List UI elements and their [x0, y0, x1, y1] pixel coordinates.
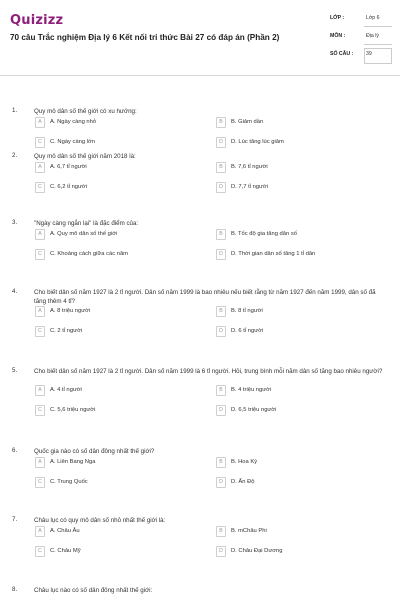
option-letter-box: C: [35, 249, 45, 260]
option-text: D. 6,5 triệu người: [231, 407, 277, 413]
quizizz-logo: Quizizz: [10, 13, 64, 28]
option-letter-box: C: [35, 405, 45, 416]
option-letter-box: A: [35, 385, 45, 396]
question-number: 4.: [12, 288, 18, 295]
option-letter-box: D: [216, 249, 226, 260]
option-text: A. Ngày càng nhỏ: [50, 119, 97, 125]
option-text: C. 5,6 triệu người: [50, 407, 96, 413]
socau-label: SỐ CÂU :: [330, 51, 354, 57]
mon-label: MÔN :: [330, 33, 346, 39]
option-text: B. Giảm dần: [231, 119, 264, 125]
question-number: 3.: [12, 219, 18, 226]
question-text: Châu lục nào có số dân đông nhất thế giới:: [34, 587, 153, 594]
option-text: A. Quy mô dân số thế giới: [50, 231, 118, 237]
option-text: B. 8 tỉ người: [231, 308, 263, 314]
option-letter-box: A: [35, 457, 45, 468]
option-text: A. Liên Bang Nga: [50, 459, 96, 465]
option-text: B. mChâu Phi: [231, 528, 267, 534]
question-text: Quy mô dân số thế giới năm 2018 là:: [34, 153, 136, 160]
option-text: B. Tốc độ gia tăng dân số: [231, 231, 297, 237]
question-text: Cho biết dân số năm 1927 là 2 tỉ người. Dân số năm 1999 là 6 tỉ người. Hỏi, trung bình mỗi năm dân số tăng bao nhiêu người?: [34, 368, 383, 375]
option-text: D. 6 tỉ người: [231, 328, 264, 334]
option-text: A. 6,7 tỉ người: [50, 164, 87, 170]
option-letter-box: B: [216, 117, 226, 128]
option-letter-box: A: [35, 306, 45, 317]
question-number: 8.: [12, 586, 18, 593]
meta-row-lop: [330, 12, 392, 30]
question-text: Quốc gia nào có số dân đông nhất thế giới?: [34, 448, 155, 455]
lop-value: Lớp 6: [366, 15, 380, 21]
option-text: D. Châu Đại Dương: [231, 548, 283, 554]
question-text: Châu lục có quy mô dân số nhỏ nhất thế giới là:: [34, 517, 166, 524]
option-letter-box: A: [35, 526, 45, 537]
option-letter-box: B: [216, 385, 226, 396]
header-divider: [0, 75, 400, 76]
option-letter-box: A: [35, 229, 45, 240]
question-number: 7.: [12, 516, 18, 523]
option-text: C. 6,2 tỉ người: [50, 184, 88, 190]
option-text: B. 4 triệu người: [231, 387, 272, 393]
option-letter-box: B: [216, 457, 226, 468]
option-text: D. Ấn Độ: [231, 479, 255, 485]
option-text: C. Ngày càng lớn: [50, 139, 96, 145]
question-number: 6.: [12, 447, 18, 454]
option-letter-box: D: [216, 477, 226, 488]
option-letter-box: D: [216, 137, 226, 148]
meta-panel: [330, 12, 392, 66]
meta-row-mon: [330, 30, 392, 48]
option-text: A. Châu Âu: [50, 528, 80, 534]
option-letter-box: D: [216, 182, 226, 193]
option-text: B. 7,6 tỉ người: [231, 164, 268, 170]
lop-label: LỚP :: [330, 15, 345, 21]
question-text: Quy mô dân số thế giới có xu hướng:: [34, 108, 137, 115]
mon-value: Địa lý: [366, 33, 379, 39]
lop-underline: [364, 26, 392, 27]
option-text: C. Châu Mỹ: [50, 548, 81, 554]
mon-underline: [364, 44, 392, 45]
option-letter-box: A: [35, 117, 45, 128]
option-letter-box: C: [35, 477, 45, 488]
document-title: 70 câu Trắc nghiệm Địa lý 6 Kết nối tri thức Bài 27 có đáp án (Phần 2): [10, 33, 280, 42]
option-letter-box: B: [216, 526, 226, 537]
option-letter-box: A: [35, 162, 45, 173]
question-number: 5.: [12, 367, 18, 374]
option-text: C. Khoảng cách giữa các năm: [50, 251, 128, 257]
option-text: D. 7,7 tỉ người: [231, 184, 269, 190]
option-letter-box: D: [216, 546, 226, 557]
option-text: C. 2 tỉ người: [50, 328, 83, 334]
socau-value: 39: [366, 51, 372, 57]
option-text: C. Trung Quốc: [50, 479, 88, 485]
option-text: B. Hoa Kỳ: [231, 459, 258, 465]
meta-row-socau: [330, 48, 392, 66]
option-letter-box: C: [35, 326, 45, 337]
option-text: A. 8 triệu người: [50, 308, 91, 314]
option-text: D. Lúc tăng lúc giảm: [231, 139, 284, 145]
option-letter-box: D: [216, 405, 226, 416]
option-letter-box: D: [216, 326, 226, 337]
option-letter-box: B: [216, 162, 226, 173]
option-letter-box: C: [35, 137, 45, 148]
question-text: Cho biết dân số năm 1927 là 2 tỉ người. Dân số năm 1999 là bao nhiêu nếu biết rằng từ năm 1927 đến năm 1999, dân số đã tăng thêm 4 tỉ?: [34, 289, 376, 305]
option-text: A. 4 tỉ người: [50, 387, 82, 393]
question-number: 2.: [12, 152, 18, 159]
document-header: [0, 0, 400, 72]
option-letter-box: C: [35, 546, 45, 557]
option-letter-box: C: [35, 182, 45, 193]
option-letter-box: B: [216, 229, 226, 240]
option-letter-box: B: [216, 306, 226, 317]
option-text: D. Thời gian dân số tăng 1 tỉ dân: [231, 251, 316, 257]
question-text: "Ngày càng ngắn lại" là đặc điểm của:: [34, 220, 139, 227]
question-number: 1.: [12, 107, 18, 114]
